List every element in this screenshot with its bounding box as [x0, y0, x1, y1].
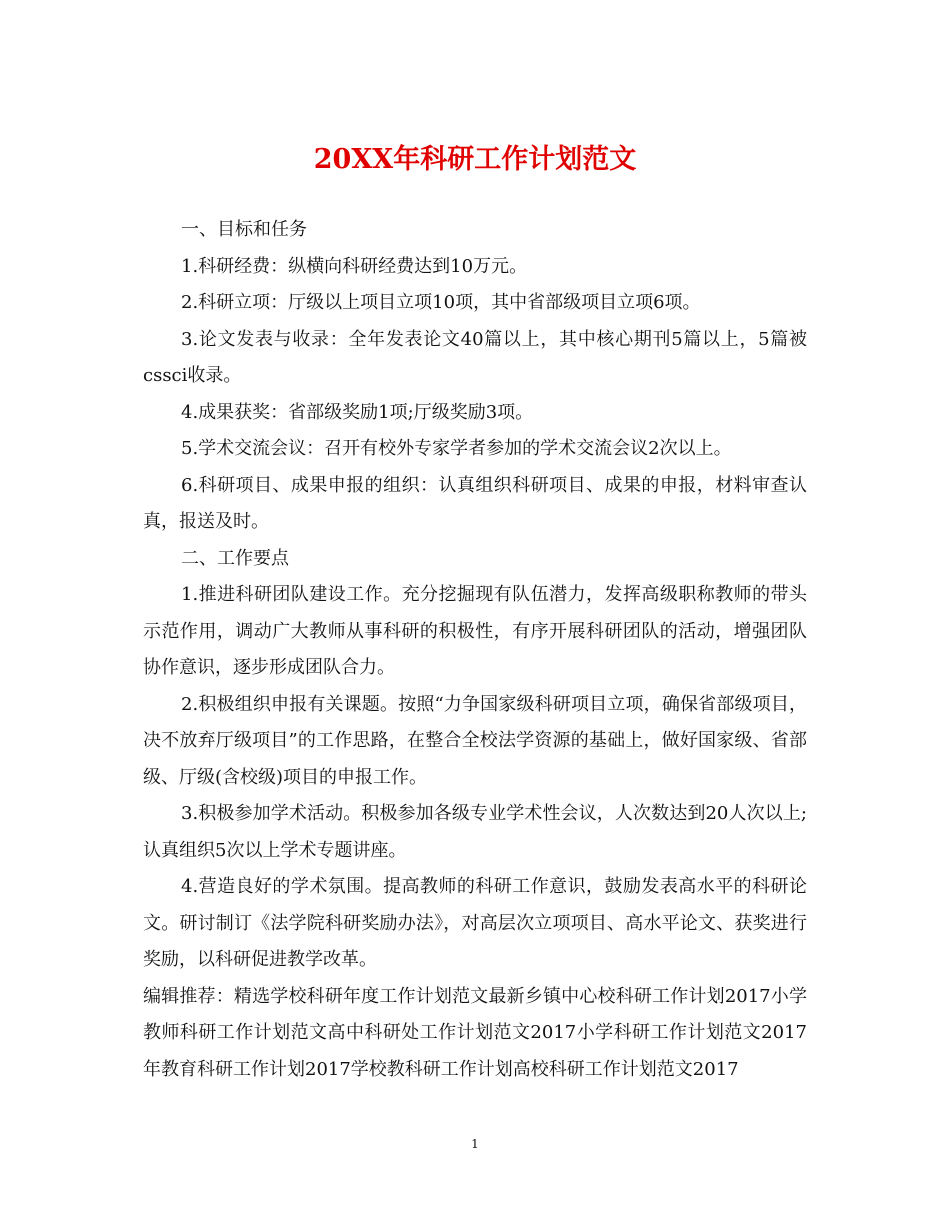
section-heading-goals: 一、目标和任务 — [181, 219, 307, 240]
paragraph-project-application: 2.积极组织申报有关课题。按照“力争国家级科研项目立项，确保省部级项目，决不放弃厅级项目”的工作思路，在整合全校法学资源的基础上，做好国家级、省部级、厅级(含校级)项目的申报工作。 — [143, 693, 807, 788]
paragraph-academic-activities: 3.积极参加学术活动。积极参加各级专业学术性会议，人次数达到20人次以上;认真组织5次以上学术专题讲座。 — [143, 803, 807, 861]
paragraph-research-funding: 1.科研经费：纵横向科研经费达到10万元。 — [181, 255, 528, 277]
editor-recommendation: 编辑推荐：精选学校科研年度工作计划范文最新乡镇中心校科研工作计划2017小学教师科研工作计划范文高中科研处工作计划范文2017小学科研工作计划范文2017年教育科研工作计划2017学校教科研工作计划高校科研工作计划范文2017 — [143, 985, 807, 1080]
paragraph-paper-publication: 3.论文发表与收录：全年发表论文40篇以上，其中核心期刊5篇以上，5篇被cssci收录。 — [143, 328, 807, 386]
paragraph-research-team: 1.推进科研团队建设工作。充分挖掘现有队伍潜力，发挥高级职称教师的带头示范作用，调动广大教师从事科研的积极性，有序开展科研团队的活动，增强团队协作意识，逐步形成团队合力。 — [143, 584, 807, 678]
page-number: 1 — [471, 1137, 479, 1151]
paragraph-application-organization: 6.科研项目、成果申报的组织：认真组织科研项目、成果的申报，材料审查认真，报送及时。 — [143, 474, 807, 532]
paragraph-awards: 4.成果获奖：省部级奖励1项;厅级奖励3项。 — [181, 401, 534, 423]
paragraph-academic-exchange: 5.学术交流会议：召开有校外专家学者参加的学术交流会议2次以上。 — [181, 438, 732, 459]
paragraph-academic-atmosphere: 4.营造良好的学术氛围。提高教师的科研工作意识，鼓励发表高水平的科研论文。研讨制订《法学院科研奖励办法》，对高层次立项项目、高水平论文、获奖进行奖励，以科研促进教学改革。 — [143, 876, 807, 970]
document-body — [143, 212, 807, 1088]
section-heading-key-points: 二、工作要点 — [181, 547, 289, 569]
document-title: 20XX年科研工作计划范文 — [313, 144, 637, 175]
paragraph-project-approval: 2.科研立项：厅级以上项目立项10项，其中省部级项目立项6项。 — [181, 292, 701, 313]
